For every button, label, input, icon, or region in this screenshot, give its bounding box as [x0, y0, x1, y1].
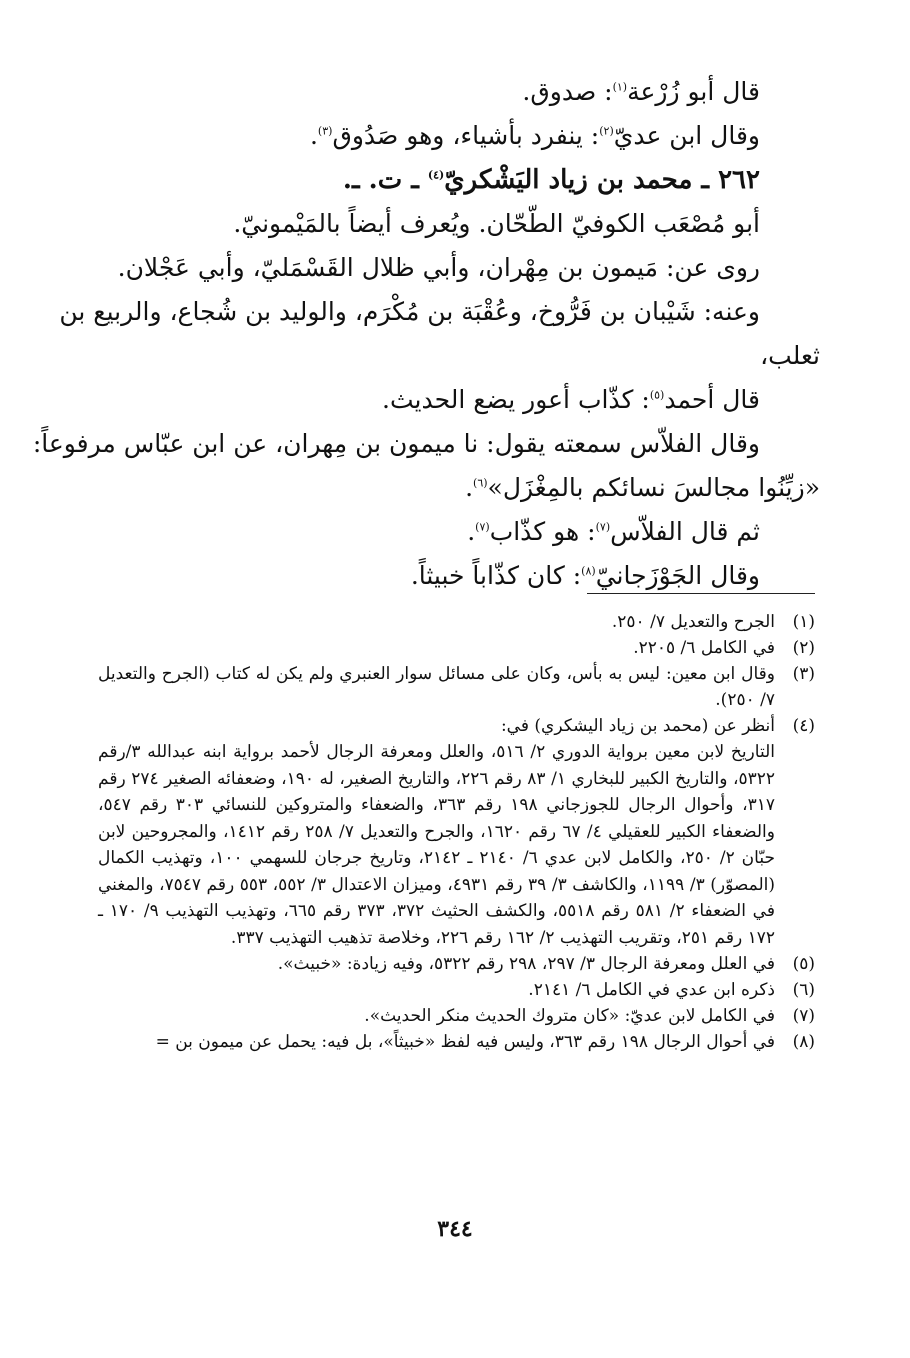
footnote [98, 1003, 815, 1029]
footnote [98, 713, 815, 739]
footnote-number: (٧) [792, 1006, 815, 1026]
footnote-text: وقال ابن معين: ليس به بأس، وكان على مسائل سوار العنبري ولم يكن له كتاب (الجرح والتعديل ٧/ ٢٥٠). [98, 664, 775, 710]
text-line: وقال الجَوْزَجانيّ$^{(٨)}$: كان كذّاباً خبيثاً. [410, 561, 760, 590]
main-text [32, 70, 820, 598]
page-number: ٣٤٤ [437, 1216, 473, 1242]
footnote-text: في الكامل لابن عديّ: «كان متروك الحديث منكر الحديث». [364, 1006, 775, 1026]
entry-heading: ٢٦٢ ـ محمد بن زياد اليَشْكريّ$^{(٤)}$ ـ ت. ـ. [342, 165, 760, 195]
text-line: «زيِّنُوا مجالسَ نسائكم بالمِغْزَل»$^{(٦)}$. [465, 473, 820, 502]
footnote-text: أنظر عن (محمد بن زياد اليشكري) في: [500, 716, 775, 736]
footnote-sources [98, 739, 815, 951]
footnote-number: (٦) [792, 980, 815, 1000]
footnote-text: التاريخ لابن معين برواية الدوري ٢/ ٥١٦، والعلل ومعرفة الرجال لأحمد برواية ابنه عبدالله ٣/رقم ٥٣٢٢، والتاريخ الكبير للبخاري ١/ ٨٣ رقم ٢٢٦، والتاريخ الصغير، له ١٩٠، وضعفائه الصغير ٢٧٤ رقم ٣١٧، وأحوال الرجال للجوزجاني ١٩٨ رقم ٣٦٣، والضعفاء والمتروكين للنسائي ٣٠٣ رقم ٥٤٧، والضعفاء الكبير للعقيلي ٤/ ٦٧ رقم ١٦٢٠، والجرح والتعديل ٧/ ٢٥٨ رقم ١٤١٢، والمجروحين لابن حبّان ٢/ ٢٥٠، والكامل لابن عدي ٦/ ٢١٤٠ ـ ٢١٤٢، وتاريخ جرجان للسهمي ١٠٠، وتهذيب الكمال (المصوّر) ٣/ ١١٩٩، والكاشف ٣/ ٣٩ رقم ٤٩٣١، وميزان الاعتدال ٣/ ٥٥٢، ٥٥٣ رقم ٧٥٤٧، والمغني في الضعفاء ٢/ ٥٨١ رقم ٥٥١٨، والكشف الحثيث ٣٧٢، ٣٧٣ رقم ٦٦٥، وتهذيب التهذيب ٩/ ١٧٠ ـ ١٧٢ رقم ٢٥١، وتقريب التهذيب ٢/ ١٦٢ رقم ٢٢٦، وخلاصة تذهيب التهذيب ٣٣٧. [98, 742, 776, 948]
footnote-number: (٢) [792, 638, 815, 658]
footnote-ref[interactable]: (١) [612, 80, 628, 94]
text-line: قال أحمد$^{(٥)}$: كذّاب أعور يضع الحديث. [382, 385, 760, 414]
footnote-ref[interactable]: (٧) [595, 520, 611, 534]
footnote-ref[interactable]: (٣) [317, 124, 333, 138]
footnote-ref[interactable]: (٦) [473, 476, 488, 490]
text-line: وقال الفلاّس سمعته يقول: نا ميمون بن مِهران، عن ابن عبّاس مرفوعاً: [32, 429, 760, 458]
footnote-text: ذكره ابن عدي في الكامل ٦/ ٢١٤١. [528, 980, 775, 1000]
text-line: أبو مُصْعَب الكوفيّ الطّحّان. ويُعرف أيضاً بالمَيْمونيّ. [233, 209, 760, 238]
footnote [98, 635, 815, 661]
text-line: قال أبو زُرْعة$^{(١)}$: صدوق. [522, 77, 760, 106]
footnote-text: في الكامل ٦/ ٢٢٠٥. [633, 638, 775, 658]
footnote [98, 951, 815, 977]
footnote-text: الجرح والتعديل ٧/ ٢٥٠. [611, 612, 775, 632]
footnote [98, 1029, 815, 1055]
text-line: وقال ابن عديّ$^{(٢)}$: ينفرد بأشياء، وهو صَدُوق$^{(٣)}$. [309, 121, 760, 150]
text-line: وعنه: شَيْبان بن فَرُّوخ، وعُقْبَة بن مُكْرَم، والوليد بن شُجاع، والربيع بن [59, 297, 760, 326]
footnote-number: (٤) [792, 716, 815, 736]
footnote-ref[interactable]: (٢) [599, 124, 614, 138]
text-line: ثعلب، [760, 341, 820, 370]
footnote-ref[interactable]: (٨) [581, 564, 596, 578]
footnote-number: (٥) [792, 954, 815, 974]
footnote-number: (٨) [792, 1032, 815, 1052]
footnote-text: في أحوال الرجال ١٩٨ رقم ٣٦٣، وليس فيه لفظ «خبيثاً»، بل فيه: يحمل عن ميمون بن = [155, 1032, 775, 1052]
footnotes [98, 609, 815, 1055]
footnote-ref[interactable]: (٧) [475, 520, 490, 534]
footnote-ref[interactable]: (٥) [649, 388, 665, 402]
footnote-number: (٣) [792, 664, 815, 684]
footnote-separator [587, 593, 815, 594]
text-line: ثم قال الفلاّس$^{(٧)}$: هو كذّاب$^{(٧)}$. [467, 517, 760, 546]
footnote-text: في العلل ومعرفة الرجال ٣/ ٢٩٧، ٢٩٨ رقم ٥٣٢٢، وفيه زيادة: «خبيث». [277, 954, 775, 974]
footnote [98, 661, 815, 713]
footnote [98, 609, 815, 635]
footnote [98, 977, 815, 1003]
text-line: روى عن: مَيمون بن مِهْران، وأبي ظلال القَسْمَليّ، وأبي عَجْلان. [117, 253, 760, 282]
footnote-number: (١) [792, 612, 815, 632]
footnote-ref[interactable]: (٤) [427, 168, 445, 182]
